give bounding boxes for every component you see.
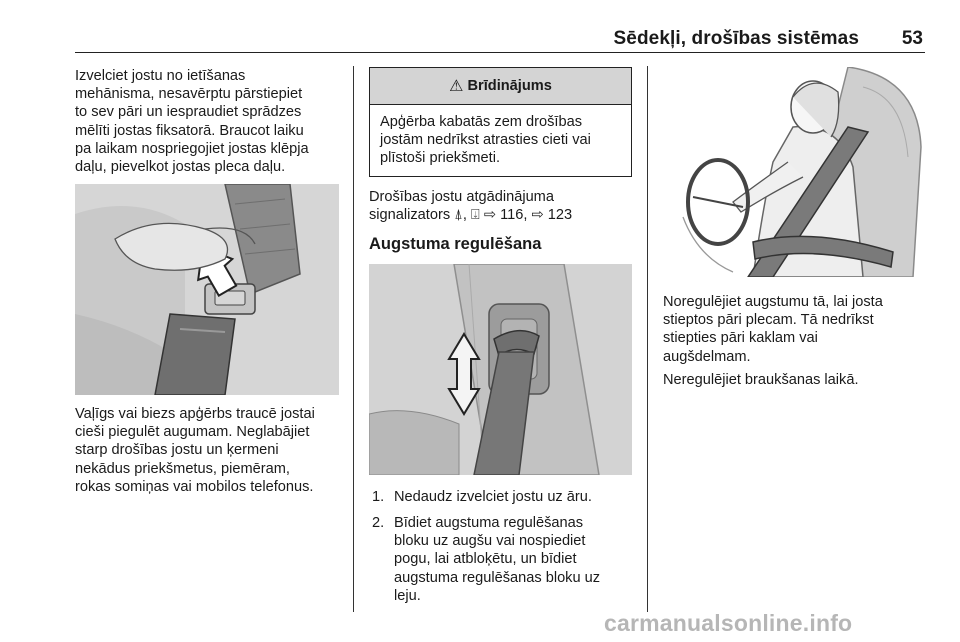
text-line: cieši piegulēt augumam. Neglabājiet xyxy=(75,424,310,441)
section-title: Augstuma regulēšana xyxy=(369,235,542,253)
text-line: daļu, pievelkot jostas pleca daļu. xyxy=(75,159,286,176)
warning-header xyxy=(370,68,631,105)
text-line: to sev pāri un iespraudiet sprādzes xyxy=(75,104,302,121)
text-line: Neregulējiet braukšanas laikā. xyxy=(663,372,859,388)
text-line: stieptos pāri plecam. Tā nedrīkst xyxy=(663,312,874,329)
page-number: 53 xyxy=(901,28,923,49)
step-text xyxy=(394,514,600,605)
column-divider-right xyxy=(647,66,648,612)
text-line: leju. xyxy=(394,587,421,604)
page-header xyxy=(75,28,925,54)
watermark: carmanualsonline.info xyxy=(604,610,853,636)
text-line: mehānisma, nesavērptu pārstiepiet xyxy=(75,86,303,103)
column-divider-left xyxy=(353,66,354,612)
text-line: augstuma regulēšanas bloku uz xyxy=(394,569,601,586)
text-line: Vaļīgs vai biezs apģērbs traucē jostai xyxy=(75,406,315,422)
text-line: Bīdiet augstuma regulēšanas xyxy=(394,515,584,531)
step-number: 1. xyxy=(372,489,385,505)
step-text xyxy=(394,488,592,506)
text-line: jostām nedrīkst atrasties cieti vai xyxy=(380,132,591,149)
text-line: Drošības jostu atgādinājuma xyxy=(369,189,554,205)
no-driving-adjust-note xyxy=(663,371,859,389)
height-adjust-note xyxy=(663,293,883,366)
clothing-note xyxy=(75,405,315,496)
height-adjuster-illustration xyxy=(369,264,632,475)
warning-text xyxy=(370,105,631,168)
text-line: stiepties pāri kaklam vai xyxy=(663,330,818,347)
text-line: pa laikam nospriegojiet jostas klēpja xyxy=(75,140,309,157)
warning-title: Brīdinājums xyxy=(467,78,552,94)
buckle-instructions xyxy=(75,67,309,176)
warning-box xyxy=(369,67,632,177)
text-line: Nedaudz izvelciet jostu uz āru. xyxy=(394,489,592,505)
cross-reference-link[interactable]: signalizators ⍋, ⍗ ⇨ 116, ⇨ 123 xyxy=(369,207,573,224)
text-line: bloku uz augšu vai nospiediet xyxy=(394,533,586,550)
buckle-illustration xyxy=(75,184,339,395)
header-divider xyxy=(75,52,925,53)
driver-belt-illustration xyxy=(663,67,925,277)
text-line: Noregulējiet augstumu tā, lai josta xyxy=(663,294,883,310)
text-line: Izvelciet jostu no ietīšanas xyxy=(75,68,246,84)
text-line: plīstoši priekšmeti. xyxy=(380,150,501,167)
text-line: rokas somiņas vai mobilos telefonus. xyxy=(75,478,314,495)
text-line: mēlīti jostas fiksatorā. Braucot laiku xyxy=(75,122,304,139)
text-line: starp drošības jostu un ķermeni xyxy=(75,442,279,459)
step-number: 2. xyxy=(372,515,385,531)
reminder-reference xyxy=(369,188,572,224)
chapter-title: Sēdekļi, drošības sistēmas xyxy=(613,28,859,49)
warning-triangle-icon: ⚠ xyxy=(449,78,464,95)
text-line: nekādus priekšmetus, piemēram, xyxy=(75,460,290,477)
text-line: pogu, lai atbloķētu, un bīdiet xyxy=(394,551,577,568)
text-line: Apģērba kabatās zem drošības xyxy=(380,114,582,130)
text-line: augšdelmam. xyxy=(663,348,751,365)
